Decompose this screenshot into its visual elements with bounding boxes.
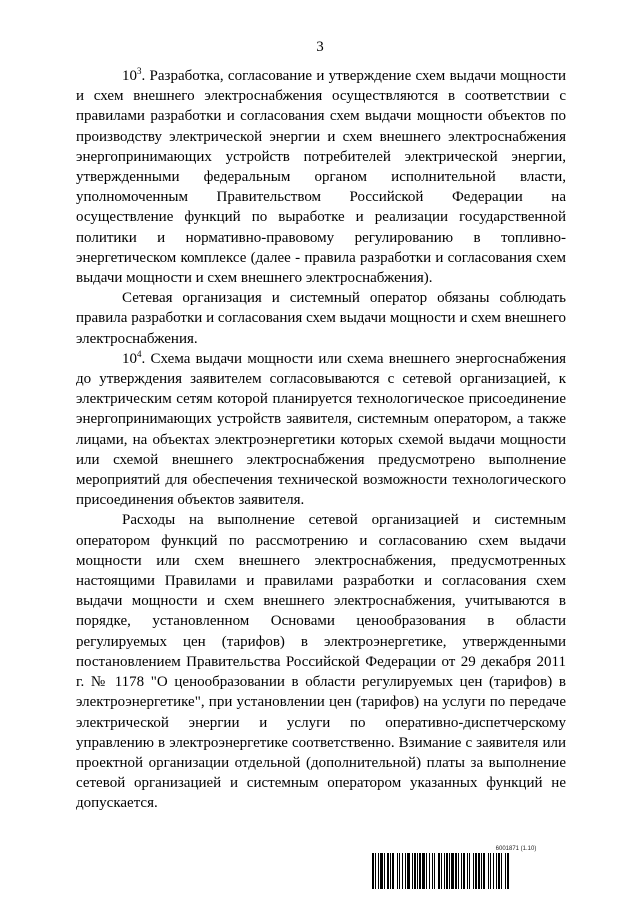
barcode-label: 6001871 (1.10) <box>495 846 537 852</box>
paragraph-network-obligation <box>76 288 566 349</box>
paragraph-10-4 <box>76 349 566 511</box>
paragraph-text: . Схема выдачи мощности или схема внешнего энергоснабжения до утверждения заявителем согласовываются с сетевой организацией, к электрическим сетям которой планируется технологическое присоединение энергопринимающих устройств заявителя, системным оператором, а также лицами, на объектах электроэнергетики которых схемой выдачи мощности или схемой внешнего электроснабжения предусмотрено выполнение мероприятий для обеспечения технической возможности технологического присоединения объектов заявителя. <box>76 350 566 509</box>
paragraph-text: Расходы на выполнение сетевой организацией и системным оператором функций по рассмотрению и согласованию схем выдачи мощности или схем внешнего электроснабжения, предусмотренных настоящими Правилами и правилами разработки и согласования схем выдачи мощности и схем внешнего электроснабжения, учитываются в порядке, установленном Основами ценообразования в области регулируемых цен (тарифов) в электроэнергетике, утвержденными постановлением Правительства Российской Федерации от 29 декабря 2011 г. № 1178 "О ценообразовании в области регулируемых цен (тарифов) в электроэнергетике", при установлении цен (тарифов) на услуги по передаче электрической энергии и услуги по оперативно-диспетчерскому управлению в электроэнергетике соответственно. Взимание с заявителя или проектной организации отдельной (дополнительной) платы за выполнение сетевой организацией и системным оператором указанных функций не допускается. <box>76 512 566 812</box>
paragraph-expenses <box>76 510 566 813</box>
clause-superscript: 3 <box>137 66 142 76</box>
barcode-bar <box>509 853 510 889</box>
page-number: 3 <box>316 39 324 55</box>
paragraph-text: . Разработка, согласование и утверждение схем выдачи мощности и схем внешнего электроснабжения осуществляются в соответствии с правилами разработки и согласования схем выдачи мощности объектов по производству электрической энергии и схем внешнего электроснабжения энергопринимающих устройств потребителей электрической энергии, утвержденными федеральным органом исполнительной власти, уполномоченным Правительством Российской Федерации на осуществление функций по выработке и реализации государственной политики и нормативно-правовому регулированию в топливно-энергетическом комплексе (далее - правила разработки и согласования схем выдачи мощности и схем внешнего электроснабжения). <box>76 68 566 287</box>
clause-number: 10 <box>122 350 137 367</box>
clause-superscript: 4 <box>137 348 142 359</box>
barcode <box>372 853 568 889</box>
document-body <box>76 66 566 814</box>
paragraph-10-3 <box>76 66 566 288</box>
paragraph-text: Сетевая организация и системный оператор обязаны соблюдать правила разработки и согласования схем выдачи мощности и схем внешнего электроснабжения. <box>76 290 566 347</box>
clause-number: 10 <box>122 68 137 84</box>
